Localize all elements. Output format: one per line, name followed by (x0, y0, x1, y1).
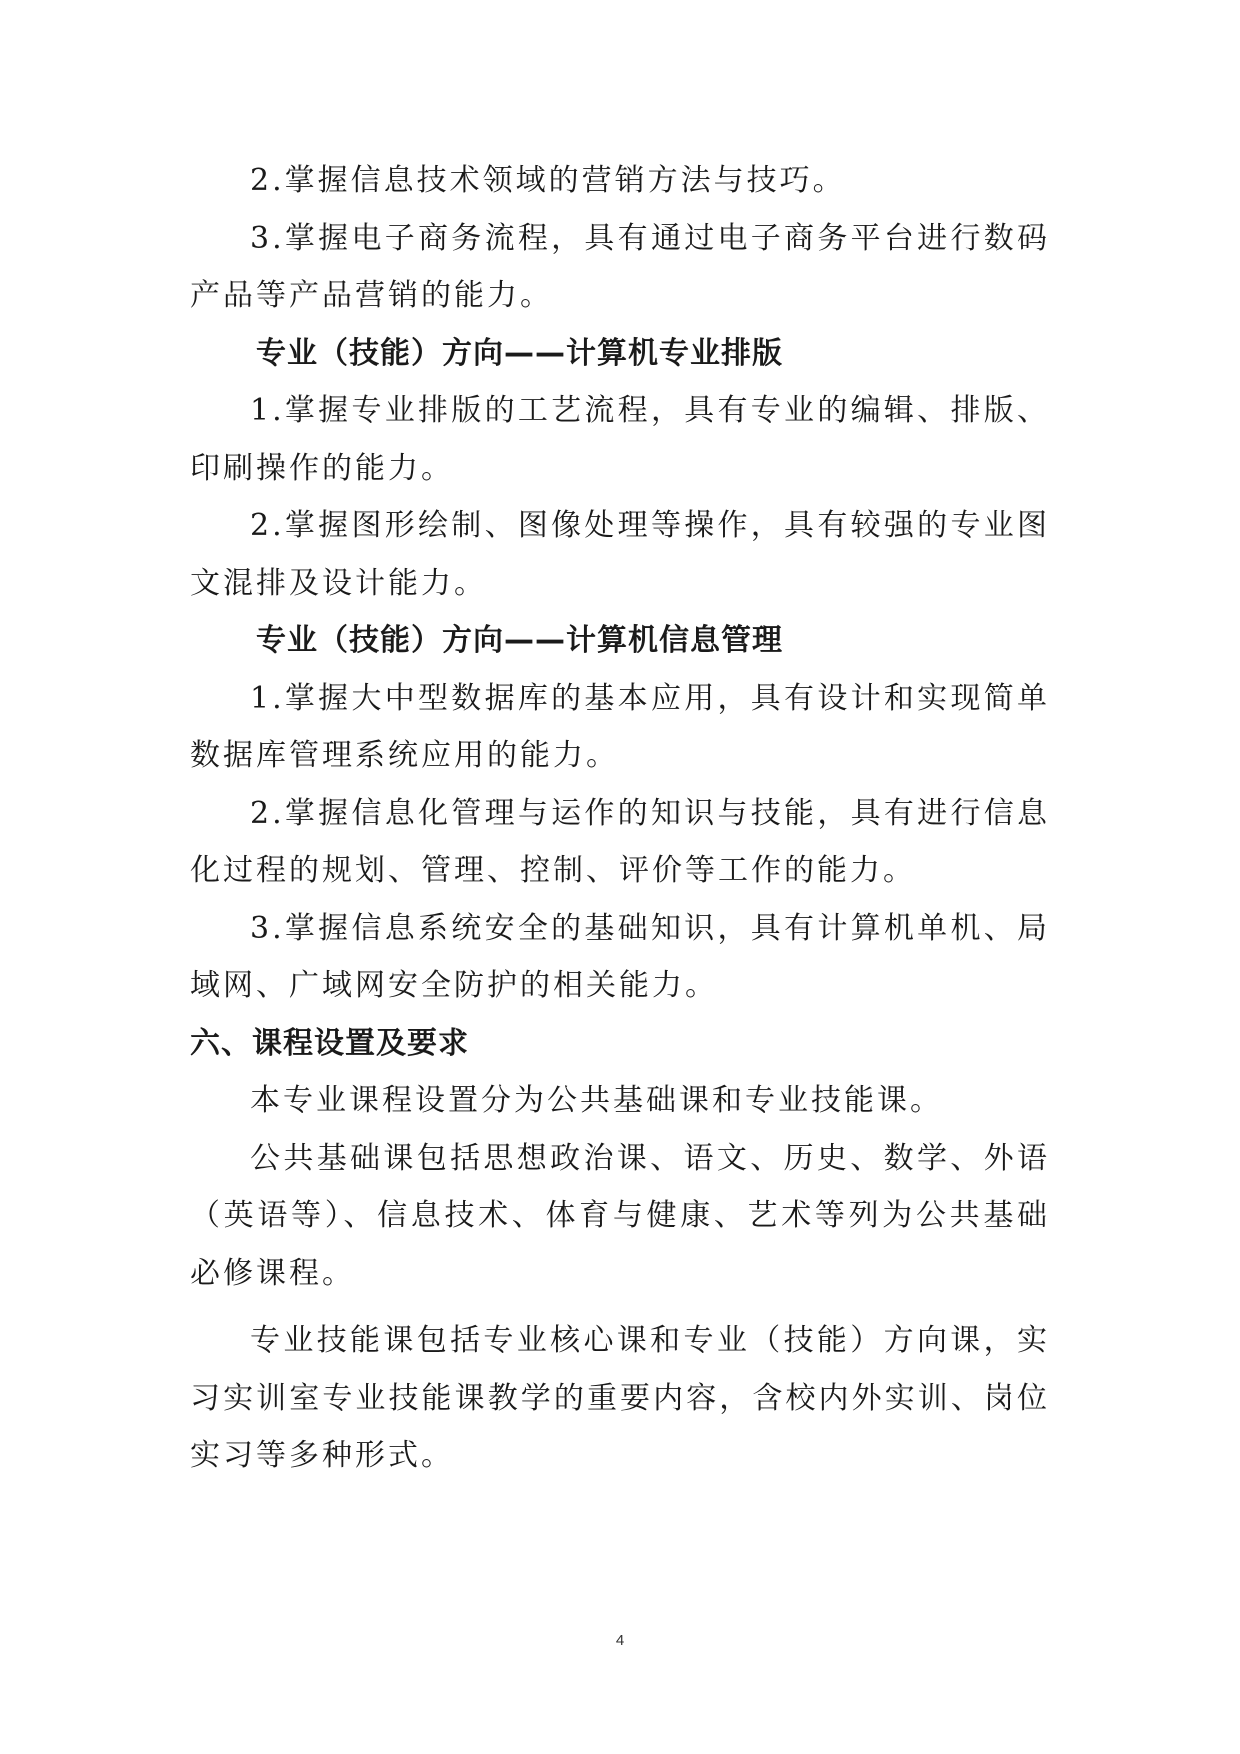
paragraph-skill-courses: 专业技能课包括专业核心课和专业（技能）方向课，实习实训室专业技能课教学的重要内容，含校内外实训、岗位实习等多种形式。 (190, 1323, 1050, 1473)
paragraph-marketing-skills: 2.掌握信息技术领域的营销方法与技巧。 (250, 163, 846, 198)
paragraph-graphics: 2.掌握图形绘制、图像处理等操作，具有较强的专业图文混排及设计能力。 (190, 508, 1050, 601)
paragraph-ecommerce: 3.掌握电子商务流程，具有通过电子商务平台进行数码产品等产品营销的能力。 (190, 220, 1050, 313)
paragraph-database: 1.掌握大中型数据库的基本应用，具有设计和实现简单数据库管理系统应用的能力。 (190, 680, 1050, 773)
paragraph-curriculum-overview: 本专业课程设置分为公共基础课和专业技能课。 (250, 1083, 943, 1118)
paragraph-typesetting-process: 1.掌握专业排版的工艺流程，具有专业的编辑、排版、印刷操作的能力。 (190, 393, 1050, 486)
paragraph-public-courses: 公共基础课包括思想政治课、语文、历史、数学、外语（英语等）、信息技术、体育与健康、艺术等列为公共基础必修课程。 (190, 1140, 1050, 1291)
section-title-curriculum: 六、课程设置及要求 (190, 1025, 469, 1061)
subheading-typesetting: 专业（技能）方向——计算机专业排版 (256, 335, 783, 371)
page-number: 4 (615, 1632, 625, 1649)
paragraph-informatization: 2.掌握信息化管理与运作的知识与技能，具有进行信息化过程的规划、管理、控制、评价等工作的能力。 (190, 795, 1050, 888)
document-body (190, 152, 1050, 1485)
paragraph-security: 3.掌握信息系统安全的基础知识，具有计算机单机、局域网、广域网安全防护的相关能力。 (190, 910, 1050, 1003)
subheading-info-management: 专业（技能）方向——计算机信息管理 (256, 623, 783, 658)
